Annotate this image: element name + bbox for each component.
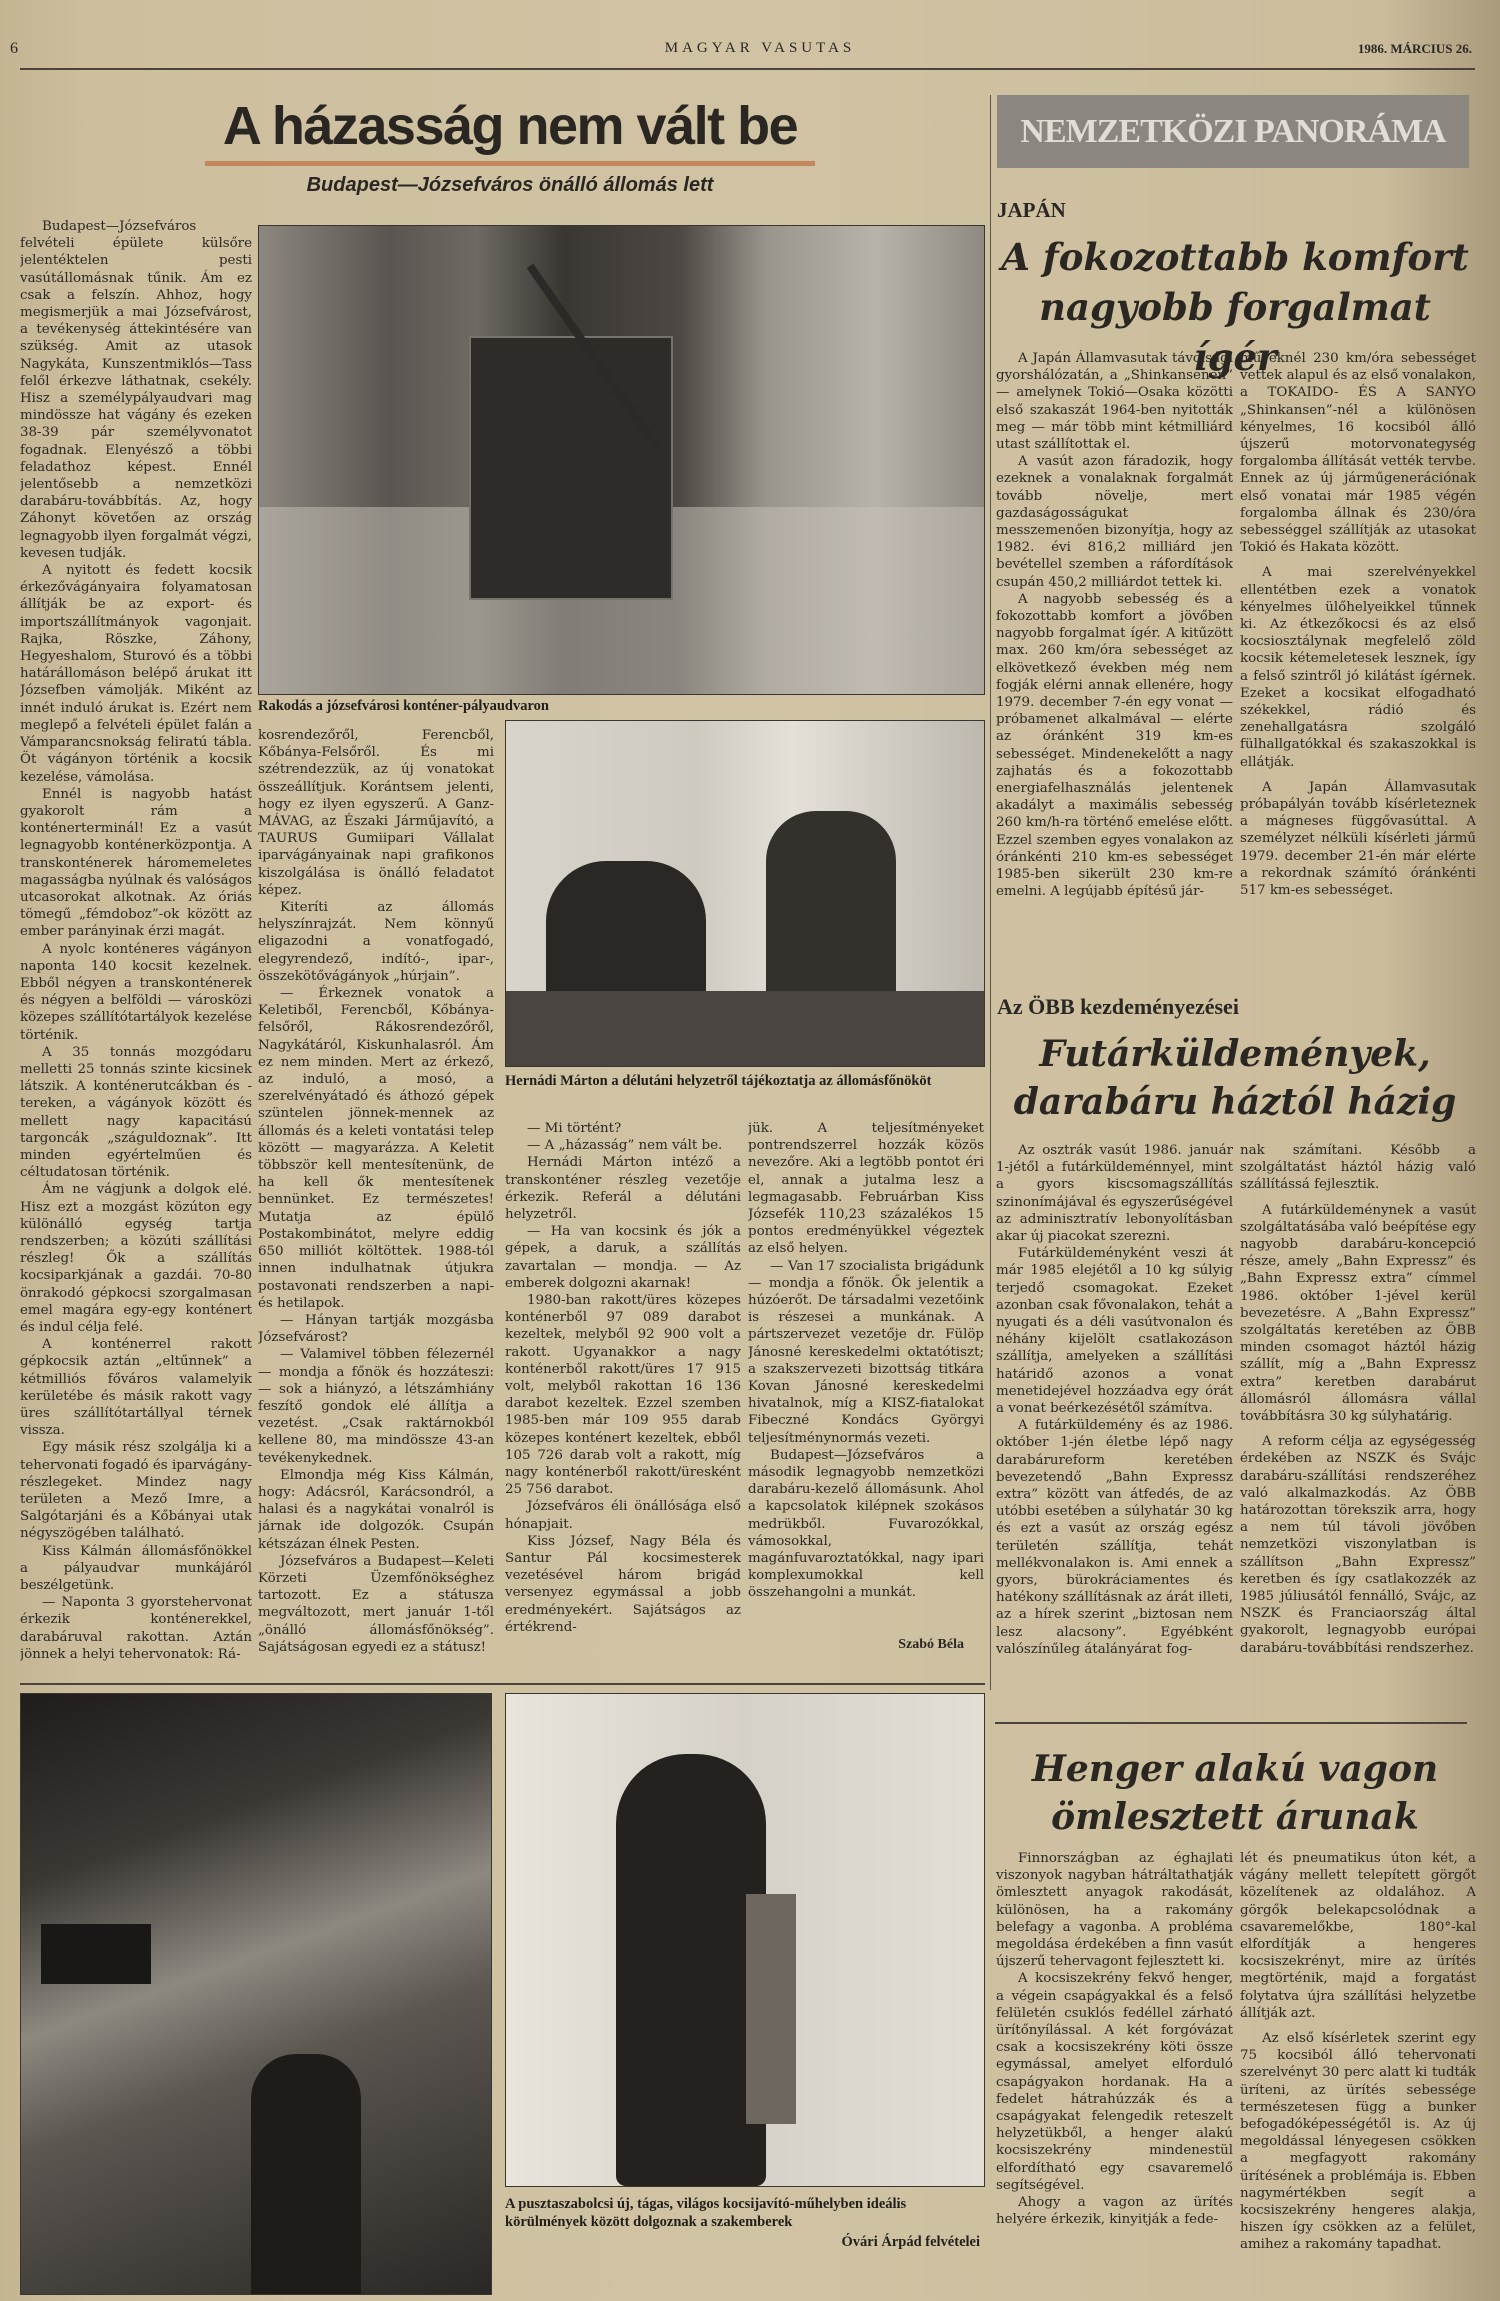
- obb-kicker: Az ÖBB kezdeményezései: [997, 994, 1239, 1019]
- japan-kicker: JAPÁN: [997, 198, 1066, 222]
- paragraph: Ám ne vágjunk a dolgok elé. Hisz ezt a mozgást közúton egy különálló egység tartja rendszerben; a közúti szállítási részleg! Ők a szállítás kocsiparkjának a gazdái. 70-80 önrakodó gépkocsi szorgalmasan emel magára egy-egy konténert és indul célja felé.: [20, 1182, 252, 1335]
- paragraph: — Valamivel többen félezernél — mondja a főnök és hozzáteszi: — sok a hiányzó, a létszámhiány feszítő gondok elé állítja a vezetést. „Csak raktárnokból kellene 80, ma mindössze 43-an tevékenykednek.: [258, 1347, 494, 1466]
- photo-machine-shape: [746, 1894, 796, 2124]
- photo-container-terminal-truck: [258, 225, 985, 695]
- paragraph: 1980-ban rakott/üres közepes konténerből 97 089 darabot kezeltek, melyből 92 900 volt a rakott. Ugyanakkor a nagy konténerből rakott/üres 17 915 volt, melyből rakottan 16 136 darabot kezeltek. Ezzel szemben 1985-ben már 109 955 darab közepes konténert kezeltek, ebből 105 726 darab volt a rakott, míg nagy konténerből rakott/üresként 25 756 darabot.: [505, 1293, 741, 1498]
- paragraph: Kiss Kálmán állomásfőnökkel a pályaudvar munkájáról beszélgetünk.: [20, 1543, 252, 1594]
- paragraph: A mai szerelvényekkel ellentétben ezek a vonatok kényelmes ülőhelyeikkel tűnnek ki. Az étkezőkocsi és az első kocsiosztálynak megfelelő zöld kocsik kétemeletesek lesznek, így a felső szintről jó kilátást ígérnek. Ezeket a kocsikat elfogadható székekkel, rádió és zenehallgatásra szolgáló fülhallgatókkal és szakaszokkal is ellátják.: [1240, 565, 1476, 770]
- paragraph: Finnországban az éghajlati viszonyok nagyban hátráltathatják ömlesztett anyagok rakodását, különösen, ha a rakomány belefagy a vagonba. A probléma megoldása érdekében a finn vasút újszerű tehervagont fejlesztett ki.: [996, 1851, 1233, 1970]
- paragraph: A vasút azon fáradozik, hogy ezeknek a vonalaknak forgalmát tovább növelje, mert gazdaságosságukat messzemenően bizonyítja, hogy az 1982. évi 816,2 milliárd jen bevétellel szemben a ráfordítások csupán 450,2 milliárdot tettek ki.: [996, 454, 1233, 590]
- paragraph: A Japán Államvasutak távolsági gyorshálózatán, a „Shinkansenen” — amelynek Tokió—Osaka közötti első szakaszát 1964-ben nyitották meg — már több mint kétmilliárd utast szállítottak el.: [996, 351, 1233, 453]
- issue-date: 1986. MÁRCIUS 26.: [1357, 41, 1472, 56]
- photo-2-caption: Hernádi Márton a délutáni helyzetről tájékoztatja az állomásfőnököt: [505, 1073, 932, 1089]
- photo-worker-shape: [251, 2054, 361, 2294]
- paragraph: Budapest—Józsefváros felvételi épülete külsőre jelentéktelen pesti vasútállomásnak tűnik. Ám ez csak a felszín. Ahhoz, hogy megismerjük a mai Józsefvárost, a tevékenység áttekintésére van szükség. Amit az utasok Nagykáta, Kunszentmiklós—Tass felől érkezve láthatnak, csekély. Hisz a személypályaudvari mag mindössze hat vágány és ezeken 38-39 pár személyvonatot fogadnak. Elenyésző a többi feladathoz képest. Ennél jelentősebb a nemzetközi darabáru-továbbítás. Az, hogy Záhonyt követően az ország legnagyobb ilyen forgalmát végzi, kevesen tudják.: [20, 219, 252, 561]
- paragraph: A konténerrel rakott gépkocsik aztán „eltűnnek” a kétmilliós főváros valamelyik kerületébe és másik rakott vagy üres szállítótartállyal térnek vissza.: [20, 1337, 252, 1439]
- paragraph: — Érkeznek vonatok a Keletiből, Ferencből, Kőbánya-felsőről, Rákosrendezőről, Nagykátáról, Kiskunhalasról. Ám ez nem minden. Mert az érkező, az induló, a mosó, a szerelvényátadó és áthozó gépek szüntelen jönnek-mennek az állomás és a keleti vontatási telep között — magyarázza. A Keletit többször kell mentesítenünk, de ha kell ők mentesítenek bennünket. Ez természetes! Mutatja az épülő Postakombinátot, melyre eddig 650 milliót költöttek. 1988-tól innen indulhatnak útjukra postavonati rendszerben a napi- és hetilapok.: [258, 986, 494, 1311]
- obb-headline: [995, 1030, 1475, 1126]
- paragraph: Futárküldeményként veszi át már 1985 elejétől a 10 kg súlyig terjedő csomagokat. Ezeket azonban csak fővonalakon, tehát a nyugati és a déli vasútvonalon és néhány kijelölt csatlakozáson szállítja, amelyeken a szállítási határidő azonos a vonat menetidejével hozzáadva egy órát a vonat beérkezésétől számítva.: [996, 1246, 1233, 1417]
- paragraph: — Ha van kocsink és jók a gépek, a daruk, a szállítás zavartalan — mondja. — Az emberek dolgozni akarnak!: [505, 1224, 741, 1291]
- page-number: 6: [10, 40, 18, 57]
- paragraph: lét és pneumatikus úton két, a vágány mellett telepített görgőt közelítenek az oldalához. A görgők belekapcsolódnak a csavaremelőkbe, 180°-kal elfordítják a hengeres kocsiszekrényt, mire az ürítés megtörténik, majd a forgatást folytatva újra szállítási helyzetbe állítják azt.: [1240, 1851, 1476, 2021]
- finland-column-2: [1240, 1850, 1476, 2270]
- paragraph: jük. A teljesítményeket pontrendszerrel hozzák közös nevezőre. Aki a legtöbb pontot éri el, annak a jutalma lesz a legmagasabb. Februárban Kiss Józsefék 110,23 százalékos 15 pontos eredményükkel végeztek az első helyen.: [748, 1121, 984, 1257]
- japan-headline-line-1: A fokozottabb komfort: [1001, 235, 1469, 279]
- photo-1-caption: Rakodás a józsefvárosi konténer-pályaudvaron: [258, 698, 549, 714]
- paragraph: A nagyobb sebesség és a fokozottabb komfort a jövőben nagyobb forgalmat ígér. A kitűzött max. 260 km/óra sebességet az elkövetkező években még nem fogják elérni annak ellenére, hogy 1979. december 7-én egy vonat — próbamenet alkalmával — elérte az óránként 319 km-es sebességet. Mindenekelőtt a nagy zajhatás és a fokozottabb energiafelhasználás jelentenek akadályt a maximális sebesség 260 km/h-ra történő emelése előtt. Ezzel szemben egyes vonalakon az óránkénti 210 km-es sebességet 1985-ben sikerült 230 km-re emelni. A legújabb építésű jár-: [996, 591, 1233, 900]
- paragraph: A kocsiszekrény fekvő henger, a végein csapágyakkal és a felső felületén csuklós fedéllel zárható ürítőnyílással. A két forgóvázat csak a kocsiszekrény köti össze egymással, amelyet elforduló csapágyakon hordanak. Ha a fedelet hátrahúzzák és a csapágyakat felengedik reteszelt helyzetükből, a henger alakú kocsiszekrény mindenestül elfordítható egy csavaremelő segítségével.: [996, 1971, 1233, 2193]
- photo-repair-workshop-worker: [505, 1693, 985, 2187]
- paragraph: Ahogy a vagon az ürítés helyére érkezik, kinyitják a fede-: [996, 2195, 1233, 2228]
- paragraph: Az első kísérletek szerint egy 75 kocsiból álló tehervonati szerelvényt 30 perc alatt ki tudták üríteni, az ürítés sebessége természetesen függ a bunker befogadóképességétől is. Az új megoldással lényegesen csökken a megfagyott rakomány ürítésének a problémája is. Ebben nagymértékben segít a kocsiszekrény hengeres alakja, hiszen így csökken az a felület, amihez a rakomány tapadhat.: [1240, 2031, 1476, 2253]
- obb-headline-line-2: darabáru háztól házig: [1013, 1081, 1457, 1123]
- main-article-column-1: [20, 218, 252, 1680]
- finland-headline: [995, 1745, 1475, 1841]
- paragraph: Hernádi Márton intéző a transkonténer részleg vezetője érkezik. Referál a délutáni helyzetről.: [505, 1155, 741, 1223]
- paragraph: — A „házasság” nem vált be.: [527, 1138, 723, 1154]
- obb-column-1: [996, 1142, 1233, 1702]
- japan-headline-line-2: nagyobb forgalmat ígér: [1039, 285, 1431, 379]
- publication-name: MAGYAR VASUTAS: [664, 40, 856, 56]
- paragraph: kosrendezőről, Ferencből, Kőbánya-Felsőről. És mi szétrendezzük, az új vonatokat összeállítjuk. Korántsem jelenti, hogy ez ilyen egyszerű. A Ganz-MÁVAG, az Északi Járműjavító, a TAURUS Gumiipari Vállalat iparvágányainak napi grafikonos kiszolgálása is önálló feladatot képez.: [258, 728, 494, 898]
- photo-truck-shape: [469, 336, 673, 600]
- paragraph: Az osztrák vasút 1986. január 1-jétől a futárküldeménnyel, mint a gyors kiscsomagszállítás szinonímájával és egyszerűségével az adminisztratív lebonyolításban akar új piacokat szerezni.: [996, 1143, 1233, 1245]
- finland-headline-line-1: Henger alakú vagon: [1031, 1748, 1439, 1790]
- paragraph: Budapest—Józsefváros a második legnagyobb nemzetközi darabáru-kezelő állomásunk. Ahol a kapcsolatok kilépnek szokásos medrükből. Fuvarozókkal, vámosokkal, magánfuvaroztatókkal, nagy ipari komplexumokkal kell összehangolni a munkát.: [748, 1447, 984, 1601]
- paragraph: A 35 tonnás mozgódaru melletti 25 tonnás szinte kicsinek látszik. A konténerutcákban és -tereken, a vágányok között és mellett nagy kapacitású targoncák „száguldoznak”. Itt minden egyértelműen és céltudatosan történik.: [20, 1044, 252, 1181]
- obb-column-2: [1240, 1142, 1476, 1702]
- headline-underline: [205, 161, 815, 166]
- paragraph: nak számítani. Később a szolgáltatást háztól házig való szállítássá fejlesztik.: [1240, 1143, 1476, 1193]
- panorama-section-rule: [995, 1722, 1467, 1724]
- paragraph: A futárküldeménynek a vasút szolgáltatásába való beépítése egy nagyobb darabáru-koncepció része, amely „Bahn Expressz” és „Bahn Expressz extra” címmel 1986. október 1-jével kerül bevezetésre. A „Bahn Expressz” szolgáltatás keretében az ÖBB minden csomagot háztól házig szállít, míg a „Bahn Expressz extra” keretben darabárut állomásról állomásra vállal továbbításra 30 kg súlyhatárig.: [1240, 1202, 1476, 1425]
- japan-column-1: [996, 350, 1233, 950]
- obb-headline-line-1: Futárküldemények,: [1039, 1033, 1431, 1075]
- photo-wagon-marking: [41, 1924, 151, 1984]
- main-article-column-3: [505, 1120, 741, 1660]
- paragraph: Kiss József, Nagy Béla és Santur Pál kocsimesterek vezetésével három brigád versenyez egymással a jobb eredményekért. Sajátságos az értékrend-: [505, 1533, 741, 1635]
- main-article-column-2: [258, 727, 494, 1682]
- paragraph: Ennél is nagyobb hatást gyakorolt rám a konténerterminál! Ez a vasút legnagyobb konténerközpontja. A transkonténerek háromemeletes magasságba nyúlnak és valóságos utcasorokat alkotnak. Az óriás tömegű „fémdoboz”-ok között az ember parányinak érzi magát.: [20, 786, 252, 940]
- photo-station-office: [505, 720, 985, 1067]
- main-article-column-4: [748, 1120, 984, 1640]
- paragraph: A futárküldemény és az 1986. október 1-jén életbe lépő nagy darabárureform keretében bevezetendő „Bahn Expressz extra” között van átfedés, de az utóbbi esetében a súlyhatár 30 kg és ezt a vasút az ország egész területén szállítja, tehát mellékvonalakon is. Ami ennek a gyors, bürokráciamentes és hatékony szállításnak az árát illeti, az a hírek szerint „biztosan nem lesz alacsony”. Egyébként valószínűleg átalányárat fog-: [996, 1418, 1233, 1657]
- photo-desk-shape: [506, 991, 984, 1066]
- main-headline: A házasság nem vált be: [222, 96, 798, 156]
- international-panorama-banner: NEMZETKÖZI PANORÁMA: [997, 95, 1469, 168]
- paragraph: Józsefváros a Budapest—Keleti Körzeti Üzemfőnökséghez tartozott. Ez a státusza megváltozott, mert január 1-től „önálló állomásfőnökség”. Sajátságosan egyedi ez a státusz!: [258, 1553, 494, 1655]
- japan-column-2: [1240, 350, 1476, 950]
- finland-column-1: [996, 1850, 1233, 2270]
- paragraph: A Japán Államvasutak próbapályán tovább kísérleteznek a mágneses függővasúttal. A személyzet nélküli kísérleti jármű 1979. december 21-én már elérte a rekordnak számító óránkénti 517 km-es sebességet.: [1240, 779, 1476, 899]
- paragraph: Kiteríti az állomás helyszínrajzát. Nem könnyű eligazodni a vonatfogadó, elegyrendező, indító-, ipar-, összekötővágányok „húrjain”.: [258, 900, 494, 984]
- paragraph: Józsefváros éli önállósága első hónapjait.: [505, 1499, 741, 1532]
- paragraph: Elmondja még Kiss Kálmán, hogy: Adácsról, Karácsondról, a halasi és a nagykátai vonalról is járnak ide dolgozók. Csupán kétszázan élnek Pesten.: [258, 1467, 494, 1552]
- paragraph: — Hányan tartják mozgásba Józsefvárost?: [258, 1312, 494, 1346]
- photo-workshop-wagon: [20, 1693, 492, 2295]
- photo-credit: Óvári Árpád felvételei: [841, 2234, 980, 2250]
- finland-headline-line-2: ömlesztett árunak: [1051, 1796, 1419, 1838]
- paragraph: Egy másik rész szolgálja ki a tehervonati fogadó és iparvágány-részlegeket. Mindez nagy területen a Mező Imre, a Salgótarjáni és a Kőbányai utak négyszögében található.: [20, 1440, 252, 1542]
- main-subtitle: Budapest—Józsefváros önálló állomás lett: [306, 174, 714, 196]
- photo-3-caption: A pusztaszabolcsi új, tágas, világos kocsijavító-műhelyben ideális körülmények között dolgoznak a szakemberek: [505, 2196, 907, 2230]
- column-divider: [990, 95, 991, 1690]
- article-byline: Szabó Béla: [898, 1637, 964, 1652]
- masthead-rule: [20, 68, 1475, 70]
- paragraph: — Van 17 szocialista brigádunk — mondja a főnök. Ők jelentik a húzóerőt. De társadalmi vezetőink is részesei a munkának. A pártszervezet vezetője dr. Fülöp Jánosné kereskedelmi oktatótiszt; a szakszervezeti bizottság titkára Kovan Jánosné kereskedelmi hivatalnok, míg a KISZ-fiatalokat Fibeczné Kondács Györgyi teljesítménynormás vezeti.: [748, 1258, 984, 1446]
- paragraph: műveknél 230 km/óra sebességet vettek alapul és az első vonalakon, a TOKAIDO- ÉS A SANYO „Shinkansen”-nél a különösen kényelmes, 16 kocsiból álló újszerű motorvonategység forgalomba állítását vették tervbe. Ennek az új járműgenerációnak első vonatai már 1985 végén forgalomba állnak és 230/óra sebességgel szállítják az utasokat Tokió és Hakata között.: [1240, 351, 1476, 556]
- paragraph: A reform célja az egységesség érdekében az NSZK és Svájc darabáru-szállítási rendszeréhez való alkalmazkodás. Az ÖBB határozottan törekszik arra, hogy a nem túl távoli jövőben nemzetközi viszonylatban is szállítson „Bahn Expressz” keretben és így csatlakozzék az 1985 júliusától fennálló, Svájc, az NSZK és Franciaország által gyakorolt, legnagyobb európai darabáru-továbbítási rendszerhez.: [1240, 1434, 1476, 1656]
- paragraph: — Naponta 3 gyorstehervonat érkezik konténerekkel, darabáruval rakottan. Aztán jönnek a helyi tehervonatok: Rá-: [20, 1595, 252, 1662]
- paragraph: A nyolc konténeres vágányon naponta 140 kocsit kezelnek. Ebből négyen a transkonténerek és négyen a belföldi — városközi közepes szállítótartályok kezelése történik.: [20, 941, 252, 1043]
- paragraph: — Mi történt?: [527, 1121, 622, 1136]
- photo-worker-shape: [616, 1754, 766, 2186]
- section-rule: [20, 1683, 985, 1685]
- paragraph: A nyitott és fedett kocsik érkezővágányaira folyamatosan állítják be az export- és importszállítmányok vagonjait. Rajka, Röszke, Záhony, Hegyeshalom, Sturovó és a többi határállomáson belépő árukat itt Józsefben vámolják. Miként az innét induló árukat is. Ezért nem meglepő a felvételi épület falán a Vámparancsnokság feliratú tábla. Öt vágányon történik a kocsik kezelése, vámolása.: [20, 563, 252, 785]
